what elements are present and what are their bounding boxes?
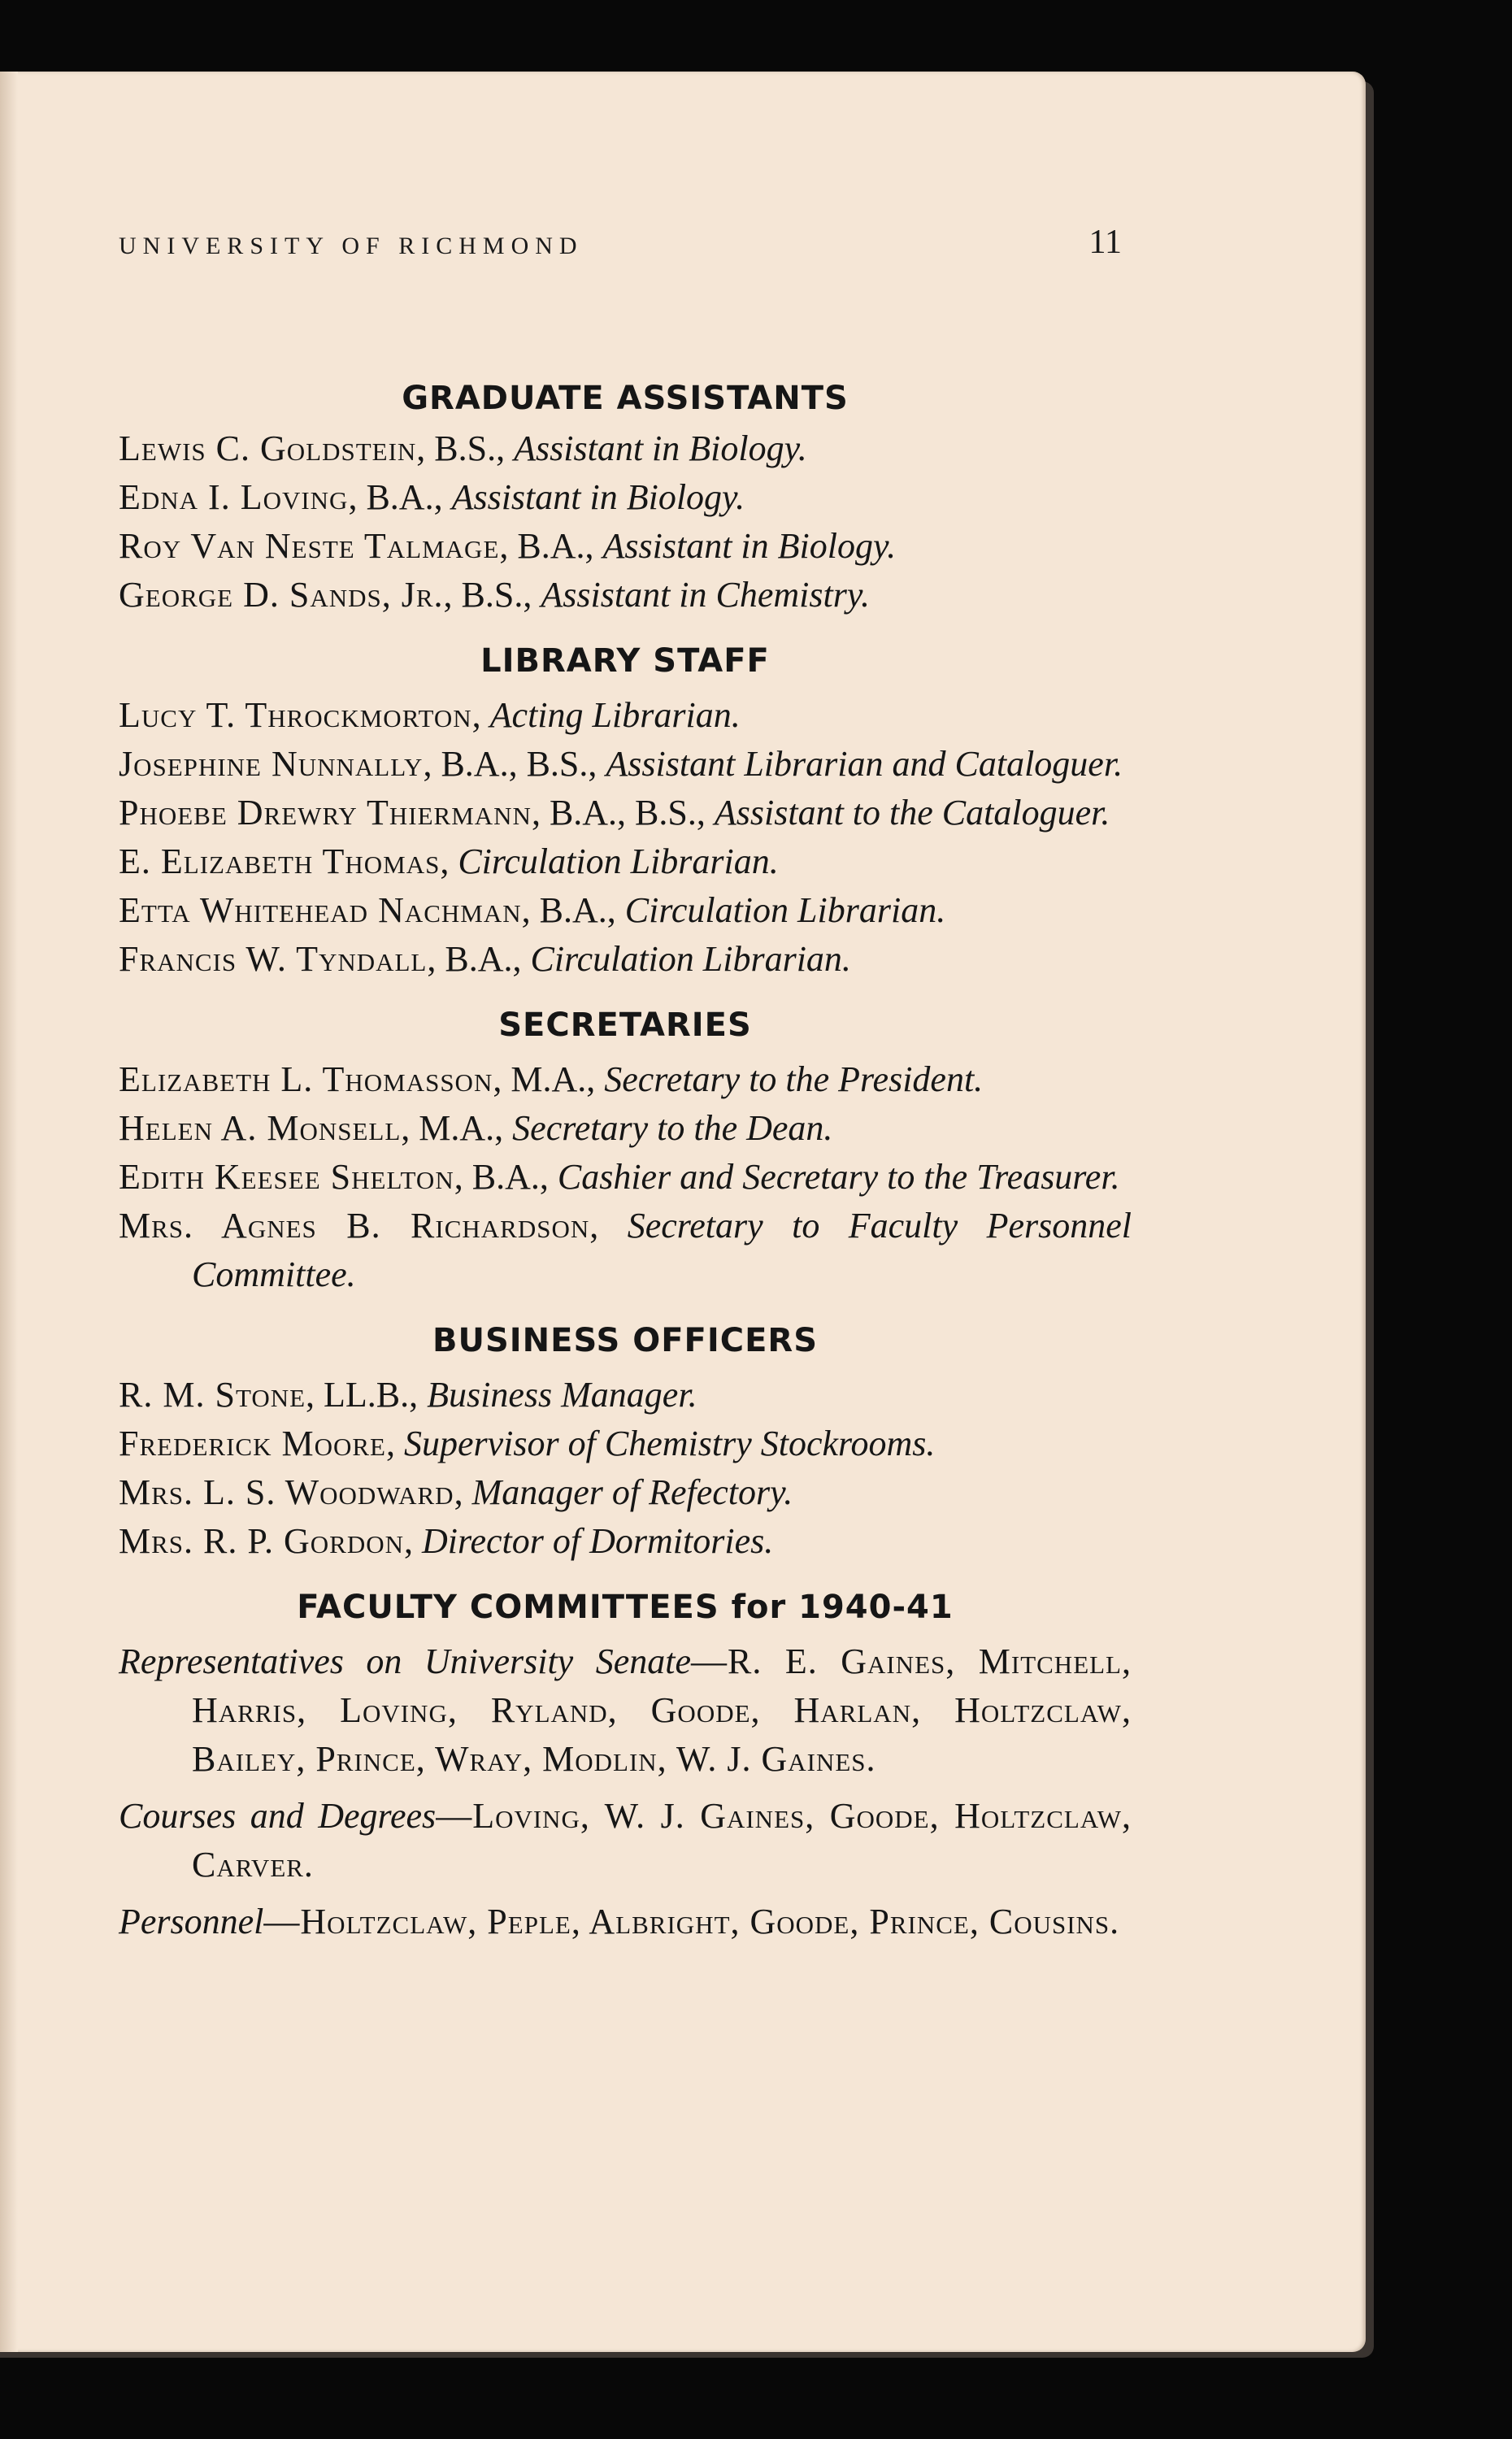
staff-degree: , B.A.,: [521, 890, 625, 930]
staff-degree: , B.A.,: [427, 939, 531, 979]
staff-role: Acting Librarian.: [489, 695, 741, 735]
committee-entry: [119, 1898, 1132, 1946]
staff-name: Etta Whitehead Nachman: [119, 890, 522, 930]
staff-degree: ,: [403, 1521, 422, 1561]
staff-role: Circulation Librarian.: [624, 890, 946, 930]
staff-name: Helen A. Monsell: [119, 1108, 402, 1148]
section-graduate-assistants: [119, 369, 1132, 620]
staff-name: E. Elizabeth Thomas: [119, 841, 441, 881]
section-business-officers: [119, 1311, 1132, 1566]
staff-name: Elizabeth L. Thomasson: [119, 1059, 493, 1099]
committee-entry: [119, 1792, 1132, 1889]
running-head-title: UNIVERSITY OF RICHMOND: [119, 233, 584, 259]
staff-role: Assistant in Biology.: [514, 428, 807, 468]
staff-name: Mrs. L. S. Woodward: [119, 1472, 454, 1512]
staff-name: Frederick Moore: [119, 1424, 386, 1463]
staff-name: Lucy T. Throckmorton: [119, 695, 472, 735]
staff-role: Business Manager.: [427, 1375, 697, 1415]
staff-name: Phoebe Drewry Thiermann: [119, 793, 532, 833]
staff-degree: , B.A., B.S.,: [531, 793, 715, 833]
page-content: [119, 369, 1132, 1958]
committee-members: —Loving, W. J. Gaines, Goode, Holtzclaw, Carver.: [192, 1796, 1132, 1885]
staff-degree: , B.A.,: [499, 526, 603, 566]
staff-role: Manager of Refectory.: [471, 1472, 793, 1512]
staff-name: Roy Van Neste Talmage: [119, 526, 500, 566]
committee-name: Courses and Degrees: [119, 1796, 437, 1836]
staff-entry: [119, 1153, 1132, 1202]
staff-role: Circulation Librarian.: [530, 939, 851, 979]
staff-degree: , B.S.,: [443, 575, 541, 615]
staff-name: Josephine Nunnally: [119, 744, 424, 784]
staff-degree: ,: [440, 841, 458, 881]
section-library-staff: [119, 631, 1132, 984]
binding-shade: [0, 72, 18, 2352]
staff-name: Francis W. Tyndall: [119, 939, 428, 979]
staff-entry: [119, 740, 1132, 789]
staff-degree: ,: [454, 1472, 472, 1512]
staff-role: Assistant in Chemistry.: [541, 575, 870, 615]
staff-degree: ,: [385, 1424, 404, 1463]
committee-entry: [119, 1637, 1132, 1784]
staff-role: Circulation Librarian.: [458, 841, 779, 881]
page-number: 11: [1088, 224, 1122, 261]
section-secretaries: [119, 995, 1132, 1299]
committee-members: —R. E. Gaines, Mitchell, Harris, Loving, Ryland, Goode, Harlan, Holtzclaw, Bailey, Prince, Wray, Modlin, W. J. Gaines.: [192, 1641, 1132, 1779]
staff-entry: [119, 886, 1132, 935]
staff-name: Mrs. Agnes B. Richardson: [119, 1206, 590, 1246]
staff-entry: [119, 1517, 1132, 1566]
committee-name: Representatives on University Senate: [119, 1641, 691, 1681]
staff-role: Secretary to the Dean.: [512, 1108, 833, 1148]
section-faculty-committees: [119, 1577, 1132, 1946]
staff-degree: , B.A.,: [348, 477, 452, 517]
staff-degree: ,: [471, 695, 490, 735]
staff-entry: [119, 522, 1132, 571]
staff-role: Cashier and Secretary to the Treasurer.: [557, 1157, 1120, 1197]
staff-degree: ,: [589, 1206, 628, 1246]
section-heading: LIBRARY STAFF: [480, 642, 770, 680]
section-heading: GRADUATE ASSISTANTS: [402, 380, 849, 417]
staff-role: Assistant to the Cataloguer.: [714, 793, 1110, 833]
staff-entry: [119, 1468, 1132, 1517]
staff-entry: [119, 935, 1132, 984]
staff-name: R. M. Stone: [119, 1375, 306, 1415]
staff-entry: [119, 1419, 1132, 1468]
running-head: [119, 221, 1122, 270]
staff-role: Director of Dormitories.: [421, 1521, 774, 1561]
staff-entry: [119, 473, 1132, 522]
staff-entry: [119, 837, 1132, 886]
staff-degree: , M.A.,: [401, 1108, 513, 1148]
staff-name: George D. Sands, Jr.: [119, 575, 444, 615]
staff-role: Assistant in Biology.: [451, 477, 745, 517]
staff-degree: , LL.B.,: [306, 1375, 428, 1415]
staff-entry: [119, 789, 1132, 837]
staff-role: Secretary to Faculty Personnel Committee.: [192, 1206, 1132, 1294]
section-heading: FACULTY COMMITTEES for 1940-41: [297, 1589, 954, 1626]
staff-name: Mrs. R. P. Gordon: [119, 1521, 404, 1561]
staff-name: Edith Keesee Shelton: [119, 1157, 454, 1197]
staff-entry: [119, 1104, 1132, 1153]
staff-degree: , B.A., B.S.,: [423, 744, 606, 784]
staff-entry: [119, 1055, 1132, 1104]
committee-name: Personnel: [119, 1902, 264, 1941]
staff-degree: , B.S.,: [416, 428, 515, 468]
staff-entry: [119, 1371, 1132, 1419]
staff-entry: [119, 571, 1132, 620]
staff-role: Supervisor of Chemistry Stockrooms.: [403, 1424, 936, 1463]
staff-entry: [119, 1202, 1132, 1299]
committee-members: —Holtzclaw, Peple, Albright, Goode, Prince, Cousins.: [263, 1902, 1120, 1941]
staff-role: Assistant Librarian and Cataloguer.: [606, 744, 1123, 784]
section-heading: BUSINESS OFFICERS: [432, 1322, 819, 1359]
staff-role: Assistant in Biology.: [602, 526, 897, 566]
staff-degree: , M.A.,: [493, 1059, 605, 1099]
staff-degree: , B.A.,: [454, 1157, 558, 1197]
staff-name: Edna I. Loving: [119, 477, 349, 517]
section-heading: SECRETARIES: [498, 1006, 752, 1044]
staff-name: Lewis C. Goldstein: [119, 428, 417, 468]
staff-entry: [119, 691, 1132, 740]
staff-role: Secretary to the President.: [604, 1059, 984, 1099]
staff-entry: [119, 424, 1132, 473]
